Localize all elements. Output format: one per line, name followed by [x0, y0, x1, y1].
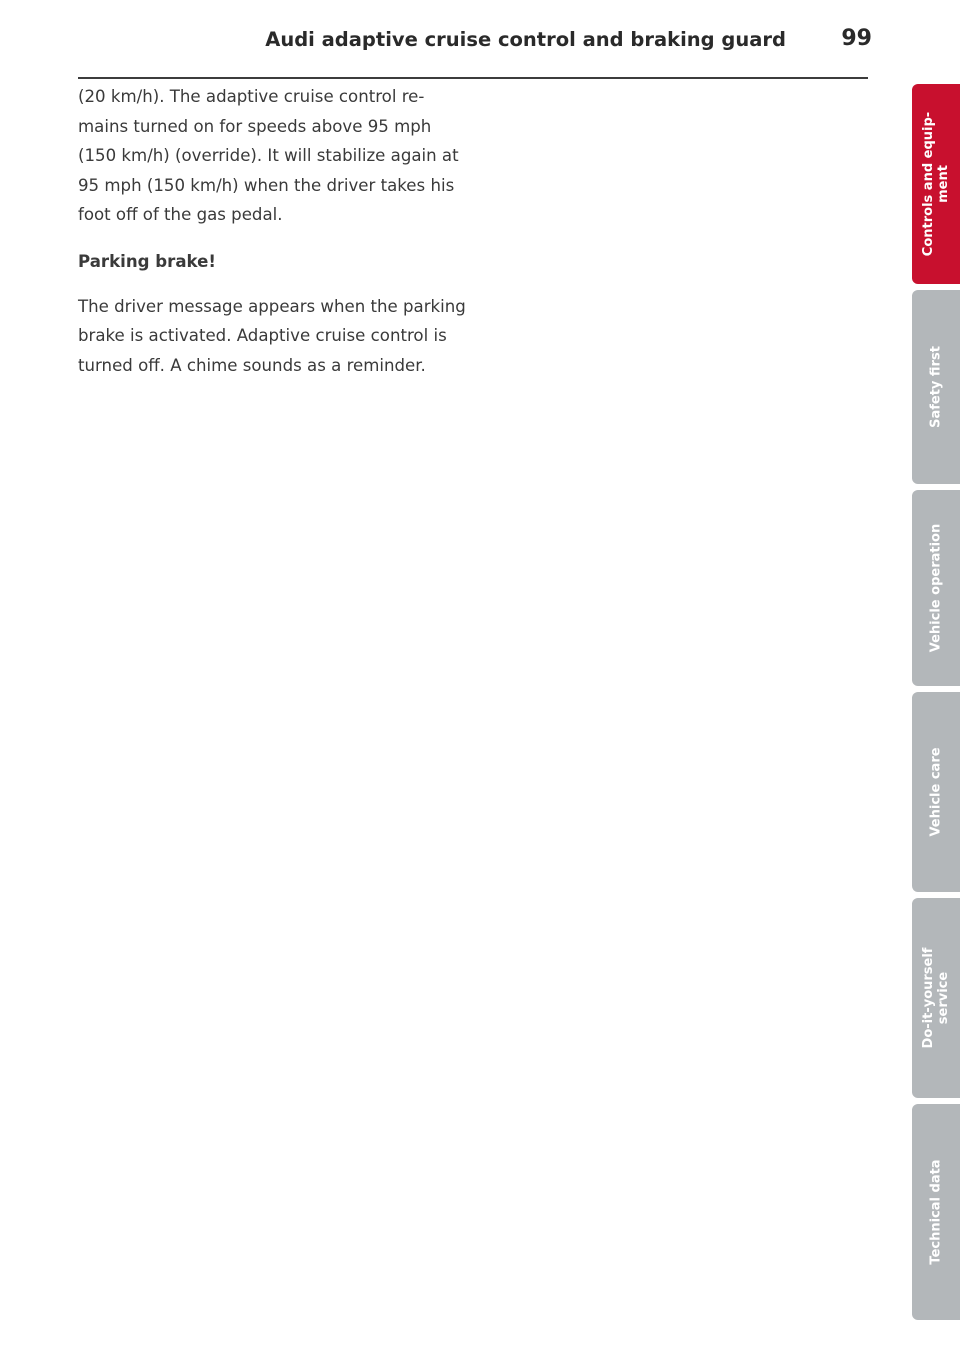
- tab-label: Vehicle operation: [928, 523, 944, 653]
- tab-controls-and-equipment[interactable]: [912, 84, 960, 284]
- chapter-title: Audi adaptive cruise control and braking guard: [265, 28, 786, 51]
- text-line: turned off. A chime sounds as a reminder.: [78, 355, 426, 375]
- text-line: mains turned on for speeds above 95 mph: [78, 116, 432, 136]
- tab-vehicle-care[interactable]: [912, 692, 960, 892]
- text-line: 95 mph (150 km/h) when the driver takes his: [78, 175, 455, 195]
- tab-technical-data[interactable]: [912, 1104, 960, 1320]
- text-line: foot off of the gas pedal.: [78, 205, 283, 224]
- tab-safety-first[interactable]: [912, 290, 960, 484]
- text-line: (150 km/h) (override). It will stabilize again at: [78, 146, 459, 165]
- tab-label: Vehicle care: [928, 747, 944, 837]
- paragraph-parking-brake: [78, 292, 468, 381]
- tab-label: Controls and equip- ment: [921, 111, 951, 257]
- header-divider: [78, 77, 868, 79]
- text-line: The driver message appears when the parking: [78, 296, 466, 316]
- page-header: [78, 22, 878, 58]
- tab-vehicle-operation[interactable]: [912, 490, 960, 686]
- text-line: brake is activated. Adaptive cruise control is: [78, 326, 447, 345]
- tab-label: Safety first: [928, 346, 944, 428]
- subheading-parking-brake: Parking brake!: [78, 251, 216, 271]
- text-line: (20 km/h). The adaptive cruise control re-: [78, 87, 425, 106]
- tab-label: Do-it-yourself service: [921, 947, 951, 1049]
- page-number: 99: [841, 26, 872, 51]
- main-content: [78, 82, 468, 398]
- tab-do-it-yourself-service[interactable]: [912, 898, 960, 1098]
- paragraph-override: [78, 82, 468, 230]
- tab-label: Technical data: [928, 1159, 944, 1265]
